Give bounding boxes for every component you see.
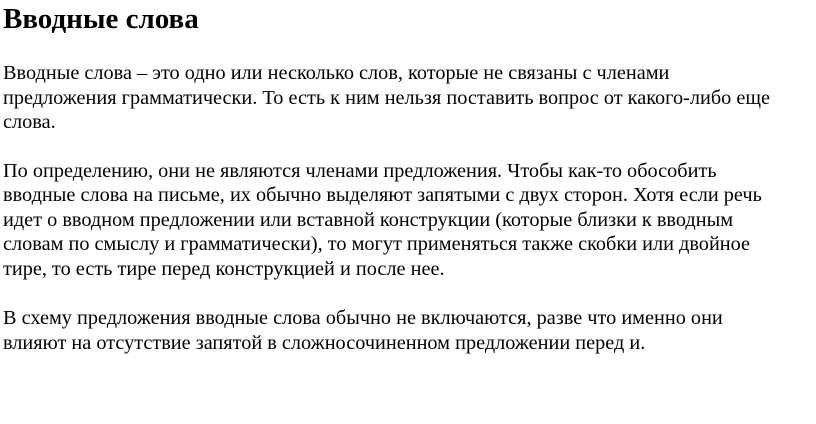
- paragraph-sentence-scheme: В схему предложения вводные слова обычно не включаются, разве что именно они влияют на отсутствие запятой в сложносочиненном предложении перед и.: [3, 307, 723, 354]
- paragraph-punctuation: По определению, они не являются членами предложения. Чтобы как-то обособить вводные слова на письме, их обычно выделяют запятыми с двух сторон. Хотя если речь идет о вводном предложении или вставной конструкции (которые близки к вводным словам по смыслу и грамматически), то могут применяться также скобки или двойное тире, то есть тире перед конструкцией и после нее.: [3, 159, 762, 280]
- page-title: Вводные слова: [3, 3, 199, 35]
- paragraph-definition: Вводные слова – это одно или несколько слов, которые не связаны с членами предложения грамматически. То есть к ним нельзя поставить вопрос от какого-либо еще слова.: [3, 62, 771, 133]
